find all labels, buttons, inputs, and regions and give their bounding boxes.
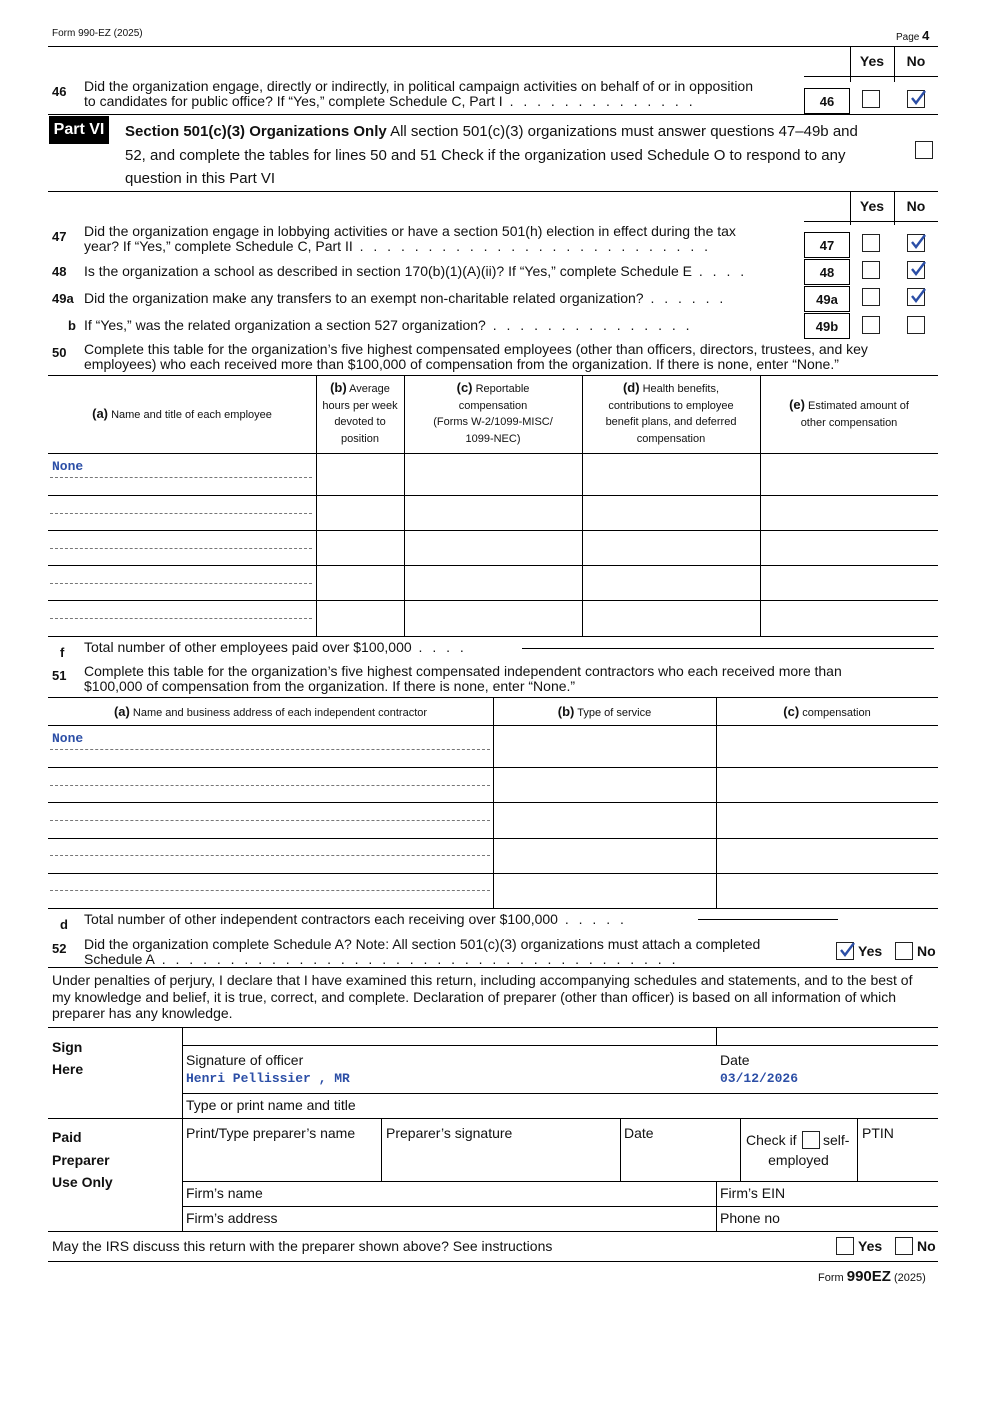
self-employed-checkbox[interactable] — [802, 1131, 820, 1149]
q49a-line: Did the organization make any transfers to an exempt non-charitable related organization? . . . . . . — [84, 290, 727, 306]
col-no-header-2: No — [906, 198, 926, 214]
q47-line2-text: year? If “Yes,” complete Schedule C, Part II — [84, 238, 353, 254]
q51d-number: d — [60, 917, 68, 932]
sign-date-label: Date — [720, 1052, 750, 1068]
q49a-box-label: 49a — [804, 286, 850, 312]
perjury-line3: preparer has any knowledge. — [52, 1005, 233, 1021]
q49b-no-checkbox[interactable] — [907, 316, 925, 334]
q50f-answer-line[interactable] — [522, 648, 934, 649]
t50-col-d-l4: compensation — [636, 432, 706, 445]
t50-col-d-l1: Health benefits, — [642, 383, 720, 395]
perjury-line1: Under penalties of perjury, I declare that I have examined this return, including accompanying schedules and statements, and to the best of — [52, 972, 913, 988]
q51d-text: Total number of other independent contractors each receiving over $100,000 — [84, 911, 558, 927]
part-vi-line1: All section 501(c)(3) organizations must answer questions 47–49b and — [390, 123, 858, 140]
q52-yes-label: Yes — [858, 943, 883, 959]
page-label — [896, 28, 929, 43]
discuss-yes-checkbox[interactable] — [836, 1237, 854, 1255]
col-no-header: No — [906, 53, 926, 69]
t50-row1-name[interactable]: None — [52, 459, 84, 474]
q51-line1: Complete this table for the organization’s five highest compensated independent contractors who each received more than — [84, 663, 842, 679]
print-name-title-label: Type or print name and title — [186, 1097, 356, 1113]
t50-col-e-header — [760, 397, 938, 431]
t50-col-b-letter: (b) — [330, 380, 347, 395]
here-label: Here — [52, 1061, 84, 1077]
q46-box-label: 46 — [804, 88, 850, 114]
q48-box-label: 48 — [804, 259, 850, 285]
employed-label: employed — [768, 1152, 829, 1168]
footer-form-label — [818, 1268, 926, 1285]
ptin-label: PTIN — [862, 1125, 894, 1141]
q50f-line: Total number of other employees paid over $100,000 . . . . — [84, 639, 467, 655]
t50-col-b-l1: Average — [349, 383, 390, 395]
preparer-name-label: Print/Type preparer’s name — [186, 1125, 356, 1141]
q47-line2: year? If “Yes,” complete Schedule C, Part II . . . . . . . . . . . . . . . . . . . . . . . . . . — [84, 238, 711, 254]
t51-col-b-label: Type of service — [577, 707, 652, 719]
t50-col-c-letter: (c) — [456, 380, 473, 395]
q48-no-checkbox[interactable] — [907, 261, 925, 279]
q46-line2-text: to candidates for public office? If “Yes,” complete Schedule C, Part I — [84, 93, 503, 109]
officer-signature-value[interactable]: Henri Pellissier , MR — [186, 1071, 350, 1086]
q52-line2: Schedule A . . . . . . . . . . . . . . . . . . . . . . . . . . . . . . . . . . . . . . — [84, 951, 679, 967]
firm-name-label: Firm’s name — [186, 1185, 263, 1201]
discuss-no-label: No — [917, 1238, 936, 1254]
q49b-text: If “Yes,” was the related organization a section 527 organization? — [84, 317, 486, 333]
q49a-number: 49a — [52, 291, 74, 306]
t51-col-b-header — [493, 704, 716, 722]
t50-col-d-l3: benefit plans, and deferred — [605, 416, 737, 428]
preparer-label: Preparer — [52, 1151, 110, 1168]
q49a-no-checkbox[interactable] — [907, 288, 925, 306]
q48-yes-checkbox[interactable] — [862, 261, 880, 279]
q48-number: 48 — [52, 264, 67, 279]
q52-no-label: No — [917, 943, 936, 959]
footer-year: (2025) — [894, 1272, 926, 1284]
schedule-o-checkbox[interactable] — [915, 141, 933, 159]
check-icon — [838, 941, 856, 959]
sign-label: Sign — [52, 1039, 83, 1055]
t50-col-c-l3: (Forms W-2/1099-MISC/ — [433, 416, 553, 428]
paid-label: Paid — [52, 1129, 82, 1145]
t51-col-c-header — [716, 704, 938, 722]
phone-label: Phone no — [720, 1210, 780, 1226]
preparer-signature-label: Preparer’s signature — [386, 1125, 513, 1141]
check-icon — [909, 260, 927, 278]
t51-col-c-label: compensation — [802, 707, 871, 719]
q48-text: Is the organization a school as described in section 170(b)(1)(A)(ii)? If “Yes,” complete Schedule E — [84, 263, 693, 279]
q52-yes-checkbox[interactable] — [836, 942, 854, 960]
t50-col-e-l2: other compensation — [800, 416, 898, 429]
t51-col-c-letter: (c) — [783, 704, 800, 719]
self-label: self- — [823, 1132, 850, 1148]
q50f-number: f — [60, 645, 65, 660]
t50-col-a-label: Name and title of each employee — [111, 409, 272, 421]
irs-discuss-text: May the IRS discuss this return with the preparer shown above? See instructions — [52, 1238, 553, 1254]
check-icon — [909, 233, 927, 251]
q50-number: 50 — [52, 345, 67, 360]
t50-col-d-header — [582, 380, 760, 447]
t50-col-c-l1: Reportable — [475, 383, 530, 395]
part-vi-line2: 52, and complete the tables for lines 50 and 51 Check if the organization used Schedule O to respond to any — [125, 146, 846, 164]
t50-col-b-l4: position — [341, 432, 379, 445]
q49a-text: Did the organization make any transfers to an exempt non-charitable related organization? — [84, 290, 644, 306]
q47-no-checkbox[interactable] — [907, 234, 925, 252]
t50-col-a-letter: (a) — [92, 406, 108, 421]
q46-line2: to candidates for public office? If “Yes,” complete Schedule C, Part I . . . . . . . . . . . . . . — [84, 93, 696, 109]
part-vi-tag: Part VI — [49, 116, 109, 144]
perjury-line2: my knowledge and belief, it is true, correct, and complete. Declaration of preparer (other than officer) is based on all information of which — [52, 988, 897, 1005]
q47-yes-checkbox[interactable] — [862, 234, 880, 252]
t50-col-b-header — [316, 380, 404, 447]
q50-line1: Complete this table for the organization’s five highest compensated employees (other than officers, directors, trustees, and key — [84, 341, 868, 357]
t51-col-a-label: Name and business address of each independent contractor — [132, 707, 428, 719]
t50-col-d-letter: (d) — [622, 380, 640, 395]
page-word: Page — [896, 32, 920, 43]
q47-box-label: 47 — [804, 232, 850, 258]
q50f-text: Total number of other employees paid over $100,000 — [84, 639, 412, 655]
sign-date-value[interactable]: 03/12/2026 — [720, 1071, 799, 1086]
q46-line1: Did the organization engage, directly or indirectly, in political campaign activities on behalf of or in opposition — [84, 78, 754, 94]
q51-number: 51 — [52, 668, 67, 683]
q46-number: 46 — [52, 84, 67, 99]
firm-address-label: Firm’s address — [186, 1210, 278, 1226]
q51-line2: $100,000 of compensation from the organization. If there is none, enter “None.” — [84, 678, 576, 694]
q50-line2: employees) who each received more than $100,000 of compensation from the organization. If there is none, enter “None.” — [84, 356, 839, 372]
q48-line: Is the organization a school as described in section 170(b)(1)(A)(ii)? If “Yes,” complete Schedule E . . . . — [84, 263, 748, 279]
footer-form-number: 990EZ — [846, 1268, 891, 1285]
q47-line1: Did the organization engage in lobbying activities or have a section 501(h) election in effect during the tax — [84, 223, 736, 239]
t50-col-e-letter: (e) — [789, 397, 805, 412]
paid-preparer-label — [52, 1126, 113, 1194]
q51d-answer-line[interactable] — [698, 919, 838, 920]
q51d-line: Total number of other independent contractors each receiving over $100,000 . . . . . — [84, 911, 627, 927]
t50-col-b-l3: devoted to — [334, 416, 386, 428]
page-number: 4 — [922, 28, 930, 43]
q47-number: 47 — [52, 229, 67, 244]
q46-no-checkbox[interactable] — [907, 90, 925, 108]
t50-col-e-l1: Estimated amount of — [808, 400, 909, 412]
t50-col-d-l2: contributions to employee — [608, 399, 734, 412]
q49b-box-label: 49b — [804, 313, 850, 339]
t51-col-a-letter: (a) — [113, 704, 130, 719]
officer-signature-label: Signature of officer — [186, 1052, 304, 1068]
q52-number: 52 — [52, 941, 67, 956]
check-icon — [909, 89, 927, 107]
q52-line1: Did the organization complete Schedule A? Note: All section 501(c)(3) organizations must attach a completed — [84, 936, 761, 952]
firm-ein-label: Firm’s EIN — [720, 1185, 786, 1201]
footer-form-word: Form — [818, 1272, 844, 1284]
col-yes-header-2: Yes — [859, 198, 885, 214]
part-vi-title: Section 501(c)(3) Organizations Only — [125, 123, 387, 140]
col-yes-header: Yes — [859, 53, 885, 69]
sign-here-label — [52, 1036, 83, 1080]
q49b-line: If “Yes,” was the related organization a section 527 organization? . . . . . . . . . . . . . . . — [84, 317, 693, 333]
perjury-statement — [52, 972, 912, 1022]
q52-line2-text: Schedule A — [84, 951, 155, 967]
t50-col-c-header — [404, 380, 582, 447]
t50-col-b-l2: hours per week — [322, 399, 398, 412]
q49b-yes-checkbox[interactable] — [862, 316, 880, 334]
part-vi-heading — [125, 120, 905, 191]
preparer-date-label: Date — [624, 1125, 654, 1141]
q49a-yes-checkbox[interactable] — [862, 288, 880, 306]
t50-col-a-header — [48, 406, 316, 424]
discuss-yes-label: Yes — [858, 1238, 883, 1254]
q49b-number: b — [68, 318, 76, 333]
t51-col-a-header — [48, 704, 493, 722]
check-if-label: Check if — [746, 1132, 797, 1148]
t51-col-b-letter: (b) — [557, 704, 575, 719]
t50-col-c-l2: compensation — [458, 399, 528, 412]
form-label: Form 990-EZ (2025) — [52, 28, 143, 39]
q46-yes-checkbox[interactable] — [862, 90, 880, 108]
t50-col-c-l4: 1099-NEC) — [465, 432, 521, 445]
discuss-no-checkbox[interactable] — [895, 1237, 913, 1255]
t51-row1-name[interactable]: None — [52, 731, 84, 746]
use-only-label: Use Only — [52, 1174, 113, 1190]
check-icon — [909, 287, 927, 305]
q52-no-checkbox[interactable] — [895, 942, 913, 960]
part-vi-line3: question in this Part VI — [125, 170, 276, 187]
